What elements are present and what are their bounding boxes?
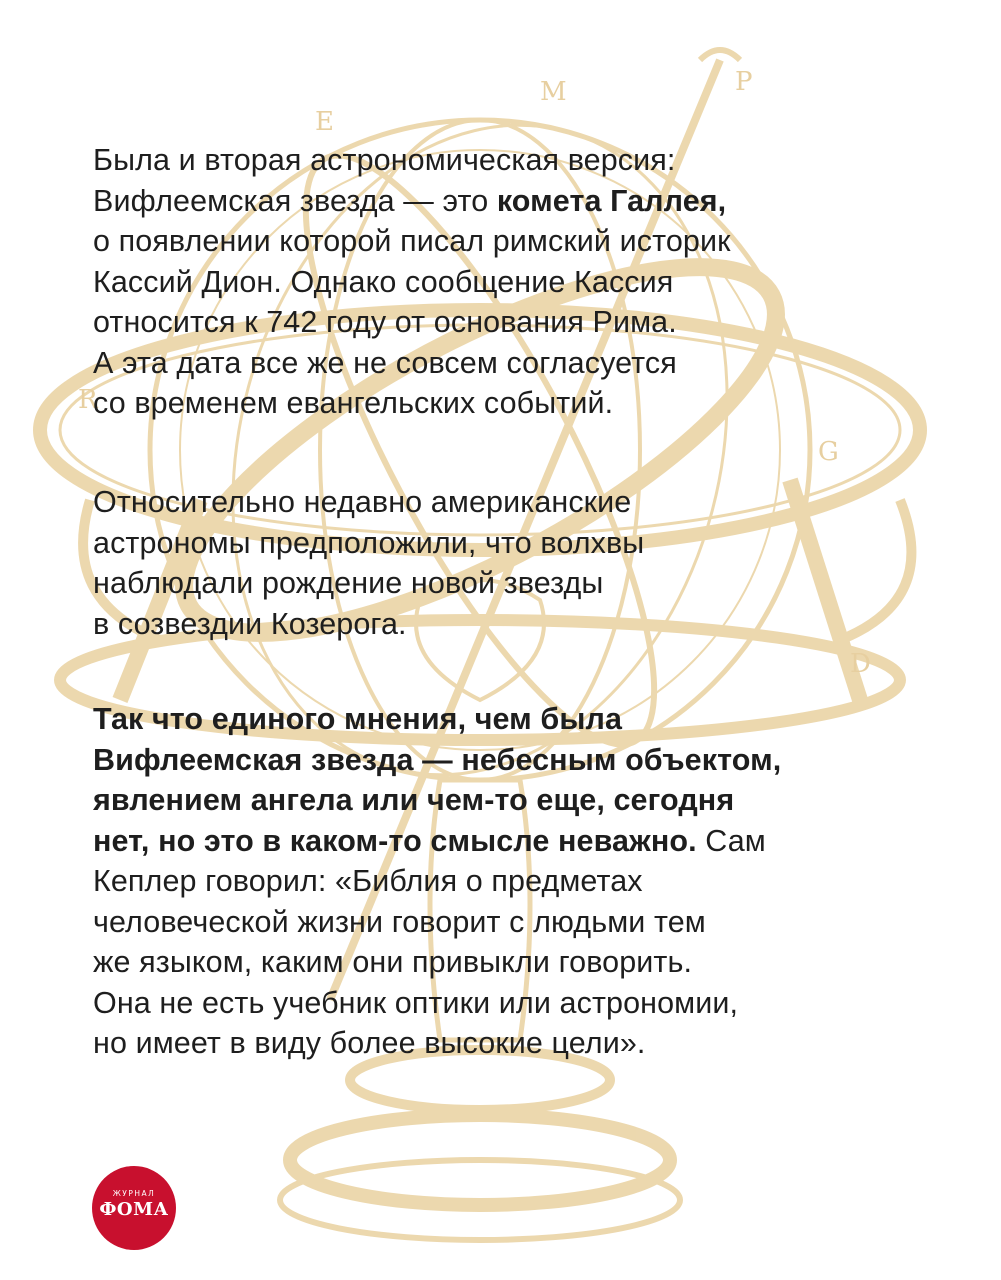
- sphere-letter-d: D: [850, 649, 871, 679]
- text-segment: Кассий Дион. Однако сообщение Кассия: [93, 264, 674, 299]
- sphere-letter-m: M: [540, 77, 567, 107]
- text-line: [93, 983, 913, 1024]
- text-line: [93, 942, 913, 983]
- text-line: [93, 302, 913, 343]
- text-line: [93, 523, 913, 564]
- text-segment: Сам: [696, 823, 766, 858]
- text-segment: Вифлеемская звезда — это: [93, 183, 497, 218]
- text-segment: Относительно недавно американские: [93, 485, 632, 519]
- foma-magazine-logo: [92, 1166, 176, 1250]
- sphere-letter-e: E: [315, 107, 334, 137]
- text-line: [93, 604, 913, 645]
- text-segment: же языком, каким они привыкли говорить.: [93, 945, 693, 979]
- text-segment: относится к 742 году от основания Рима.: [93, 305, 677, 339]
- text-line: [93, 383, 913, 424]
- text-line: [93, 563, 913, 604]
- sphere-letter-r: R: [78, 385, 98, 415]
- text-line: [93, 482, 913, 523]
- text-line: [93, 140, 913, 181]
- text-segment: со временем евангельских событий.: [93, 386, 614, 420]
- logo-main-text: ФОМА: [99, 1199, 169, 1220]
- text-line: [93, 861, 913, 902]
- paragraph-1: [93, 140, 913, 424]
- bold-text: Так что единого мнения, чем была: [93, 702, 623, 736]
- text-line: [93, 1023, 913, 1064]
- bold-text: Вифлеемская звезда — небесным объектом,: [93, 742, 782, 777]
- text-segment: Она не есть учебник оптики или астрономии,: [93, 985, 739, 1020]
- sphere-letter-p: P: [735, 67, 753, 97]
- text-line: [93, 740, 913, 781]
- text-segment: наблюдали рождение новой звезды: [93, 566, 604, 600]
- text-segment: в созвездии Козерога.: [93, 606, 407, 641]
- text-segment: А эта дата все же не совсем согласуется: [93, 345, 677, 380]
- bold-text: комета Галлея,: [496, 183, 727, 218]
- text-line: [93, 181, 913, 222]
- sphere-letter-g: G: [818, 437, 839, 467]
- text-segment: астрономы предположили, что волхвы: [93, 525, 645, 560]
- text-line: [93, 780, 913, 821]
- paragraph-3: [93, 699, 913, 1064]
- text-line: [93, 221, 913, 262]
- bold-text: нет, но это в каком-то смысле неважно.: [93, 823, 697, 858]
- logo-top-text: ЖУРНАЛ: [112, 1189, 156, 1198]
- text-line: [93, 821, 913, 862]
- paragraph-2: [93, 482, 913, 644]
- text-line: [93, 262, 913, 303]
- text-segment: Кеплер говорил: «Библия о предметах: [93, 864, 643, 898]
- text-line: [93, 343, 913, 384]
- bold-text: явлением ангела или чем-то еще, сегодня: [93, 783, 735, 817]
- text-segment: Была и вторая астрономическая версия:: [93, 143, 676, 177]
- text-segment: но имеет в виду более высокие цели».: [93, 1026, 646, 1060]
- text-segment: человеческой жизни говорит с людьми тем: [93, 904, 706, 939]
- text-line: [93, 699, 913, 740]
- text-line: [93, 902, 913, 943]
- text-segment: о появлении которой писал римский историк: [93, 224, 731, 258]
